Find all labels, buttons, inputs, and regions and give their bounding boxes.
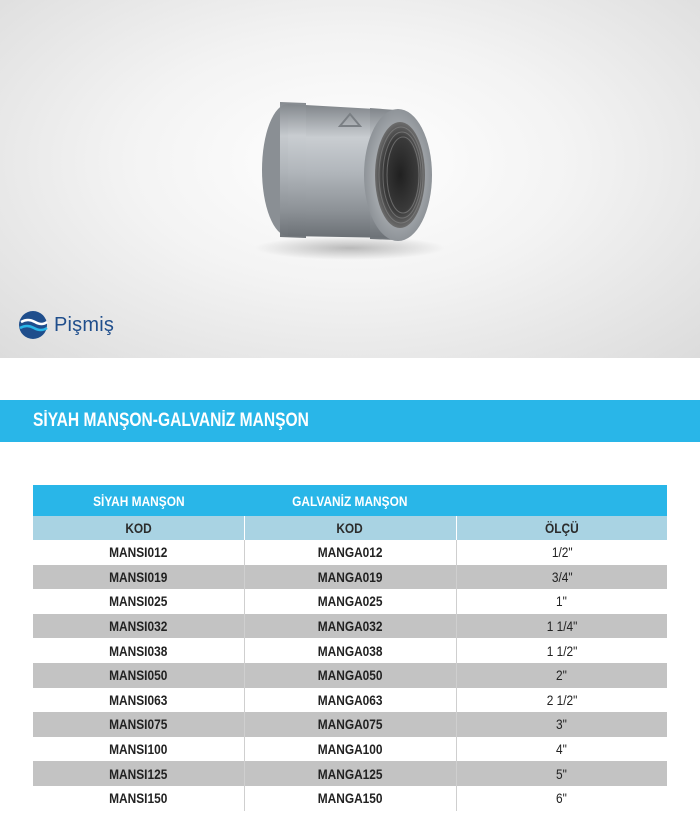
table-row <box>33 761 667 786</box>
column-header-olcu: ÖLÇÜ <box>456 516 667 540</box>
table-row <box>33 737 667 762</box>
cell-size: 2" <box>456 663 667 688</box>
cell-galvaniz-code: MANGA032 <box>244 614 456 639</box>
section-title: SİYAH MANŞON-GALVANİZ MANŞON <box>33 410 309 431</box>
cell-siyah-code: MANSI100 <box>33 737 244 762</box>
product-hero <box>0 0 700 358</box>
table-row <box>33 786 667 811</box>
cell-siyah-code: MANSI075 <box>33 712 244 737</box>
cell-siyah-code: MANSI050 <box>33 663 244 688</box>
cell-siyah-code: MANSI063 <box>33 688 244 713</box>
section-banner <box>0 400 700 442</box>
table-row <box>33 663 667 688</box>
cell-siyah-code: MANSI038 <box>33 638 244 663</box>
cell-siyah-code: MANSI032 <box>33 614 244 639</box>
table-row <box>33 712 667 737</box>
cell-size: 6" <box>456 786 667 811</box>
cell-galvaniz-code: MANGA063 <box>244 688 456 713</box>
table-row <box>33 638 667 663</box>
table-row <box>33 589 667 614</box>
cell-siyah-code: MANSI019 <box>33 565 244 590</box>
group-header-galvaniz: GALVANİZ MANŞON <box>244 485 456 516</box>
table-row <box>33 614 667 639</box>
cell-size: 1 1/4" <box>456 614 667 639</box>
cell-galvaniz-code: MANGA150 <box>244 786 456 811</box>
cell-siyah-code: MANSI025 <box>33 589 244 614</box>
group-header-siyah: SİYAH MANŞON <box>33 485 244 516</box>
cell-size: 4" <box>456 737 667 762</box>
brand-name: Pişmiş <box>54 313 115 336</box>
pipe-coupling-image <box>240 88 450 263</box>
column-header-kod-galvaniz: KOD <box>244 516 456 540</box>
brand-logo <box>18 310 114 340</box>
cell-siyah-code: MANSI012 <box>33 540 244 565</box>
product-table <box>33 485 667 811</box>
cell-galvaniz-code: MANGA125 <box>244 761 456 786</box>
group-header-row <box>33 485 667 516</box>
cell-siyah-code: MANSI150 <box>33 786 244 811</box>
group-header-empty <box>456 485 667 516</box>
cell-size: 1/2" <box>456 540 667 565</box>
cell-galvaniz-code: MANGA019 <box>244 565 456 590</box>
table-row <box>33 688 667 713</box>
cell-siyah-code: MANSI125 <box>33 761 244 786</box>
column-header-row <box>33 516 667 540</box>
brand-wave-icon <box>18 310 48 340</box>
cell-galvaniz-code: MANGA038 <box>244 638 456 663</box>
table-row <box>33 540 667 565</box>
cell-galvaniz-code: MANGA025 <box>244 589 456 614</box>
table-row <box>33 565 667 590</box>
cell-size: 2 1/2" <box>456 688 667 713</box>
column-header-kod-siyah: KOD <box>33 516 244 540</box>
cell-size: 3" <box>456 712 667 737</box>
cell-size: 1 1/2" <box>456 638 667 663</box>
cell-galvaniz-code: MANGA012 <box>244 540 456 565</box>
cell-galvaniz-code: MANGA050 <box>244 663 456 688</box>
cell-size: 1" <box>456 589 667 614</box>
cell-size: 5" <box>456 761 667 786</box>
cell-galvaniz-code: MANGA075 <box>244 712 456 737</box>
cell-galvaniz-code: MANGA100 <box>244 737 456 762</box>
cell-size: 3/4" <box>456 565 667 590</box>
